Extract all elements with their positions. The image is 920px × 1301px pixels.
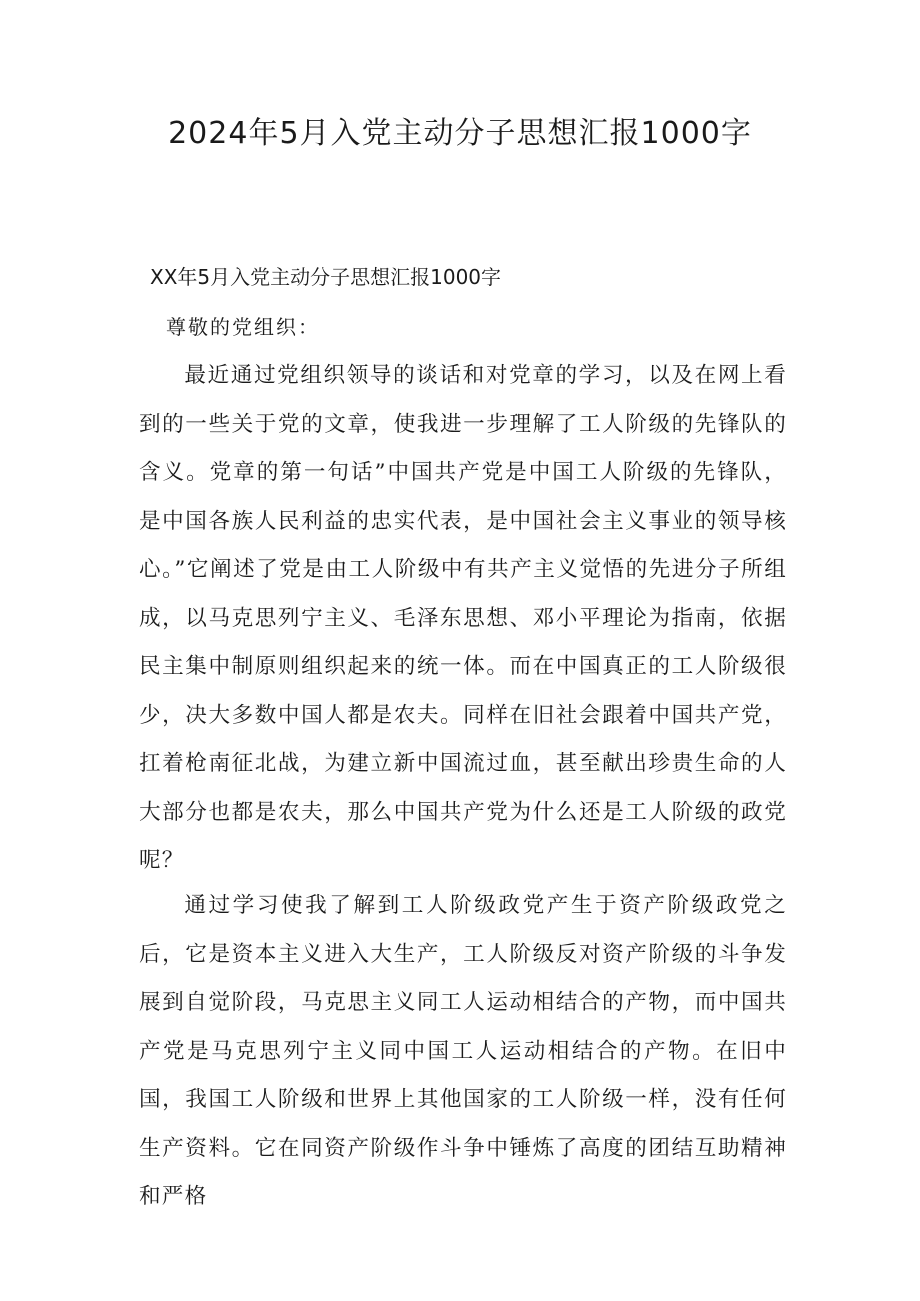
document-title: 2024年5月入党主动分子思想汇报1000字	[168, 116, 752, 151]
body-paragraph: 通过学习使我了解到工人阶级政党产生于资产阶级政党之后，它是资本主义进入大生产，工人阶级反对资产阶级的斗争发展到自觉阶段，马克思主义同工人运动相结合的产物，而中国共产党是马克思列宁主义同中国工人运动相结合的产物。在旧中国，我国工人阶级和世界上其他国家的工人阶级一样，没有任何生产资料。它在同资产阶级作斗争中锤炼了高度的团结互助精神和严格	[139, 893, 787, 1209]
body-paragraph: 最近通过党组织领导的谈话和对党章的学习，以及在网上看到的一些关于党的文章，使我进一步理解了工人阶级的先锋队的含义。党章的第一句话”中国共产党是中国工人阶级的先锋队，是中国各族人民利益的忠实代表，是中国社会主义事业的领导核心。”它阐述了党是由工人阶级中有共产主义觉悟的先进分子所组成，以马克思列宁主义、毛泽东思想、邓小平理论为指南，依据民主集中制原则组织起来的统一体。而在中国真正的工人阶级很少，决大多数中国人都是农夫。同样在旧社会跟着中国共产党，扛着枪南征北战，为建立新中国流过血，甚至献出珍贵生命的人大部分也都是农夫，那么中国共产党为什么还是工人阶级的政党呢？	[139, 363, 787, 873]
salutation: 尊敬的党组织：	[166, 315, 320, 339]
document-subtitle: XX年5月入党主动分子思想汇报1000字	[150, 265, 502, 289]
